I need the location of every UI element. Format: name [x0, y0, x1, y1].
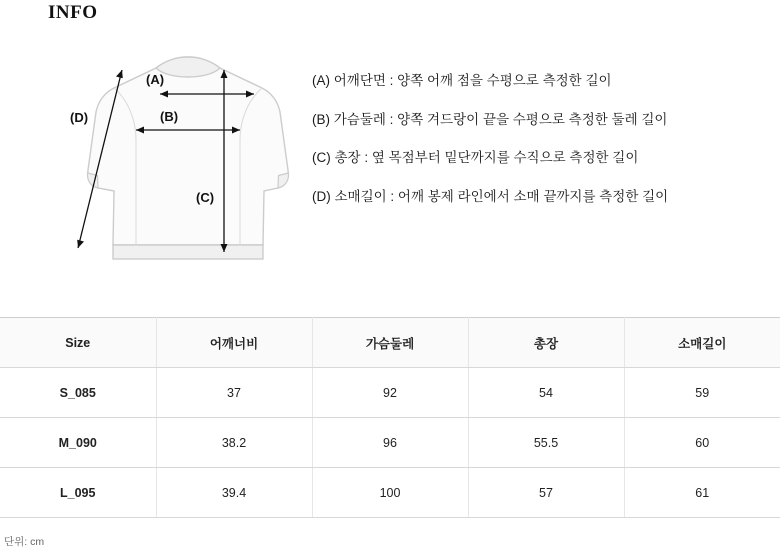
cell-chest: 92 [312, 368, 468, 418]
dimension-c-label: (C) [196, 190, 215, 205]
cell-sleeve: 61 [624, 468, 780, 518]
column-header-length: 총장 [468, 318, 624, 368]
cell-shoulder: 38.2 [156, 418, 312, 468]
measurement-diagram [48, 30, 328, 280]
unit-note: 단위: cm [4, 536, 45, 548]
cell-shoulder: 37 [156, 368, 312, 418]
column-header-chest: 가슴둘레 [312, 318, 468, 368]
cell-shoulder: 39.4 [156, 468, 312, 518]
table-row [0, 418, 780, 468]
column-header-size: Size [0, 318, 156, 368]
dimension-a-label: (A) [146, 72, 165, 87]
cell-chest: 100 [312, 468, 468, 518]
legend-item-c: (C) 총장 : 옆 목점부터 밑단까지를 수직으로 측정한 길이 [312, 150, 639, 166]
cell-size: M_090 [0, 418, 156, 468]
legend-item-b: (B) 가슴둘레 : 양쪽 겨드랑이 끝을 수평으로 측정한 둘레 길이 [312, 111, 668, 127]
cell-length: 55.5 [468, 418, 624, 468]
column-header-sleeve: 소매길이 [624, 318, 780, 368]
table-row [0, 368, 780, 418]
cell-length: 54 [468, 368, 624, 418]
cell-sleeve: 59 [624, 368, 780, 418]
sweater-diagram-svg [48, 30, 328, 280]
cell-sleeve: 60 [624, 418, 780, 468]
table-header-row [0, 318, 780, 368]
page-title: INFO [48, 2, 98, 23]
dimension-d-label: (D) [70, 110, 89, 125]
legend-item-a: (A) 어깨단면 : 양쪽 어깨 점을 수평으로 측정한 길이 [312, 73, 612, 88]
column-header-shoulder: 어깨너비 [156, 318, 312, 368]
measurement-legend [312, 72, 762, 205]
cell-size: S_085 [0, 368, 156, 418]
table-row [0, 468, 780, 518]
cell-chest: 96 [312, 418, 468, 468]
size-table [0, 317, 780, 518]
cell-size: L_095 [0, 468, 156, 518]
dimension-b-label: (B) [160, 109, 179, 124]
cell-length: 57 [468, 468, 624, 518]
legend-item-d: (D) 소매길이 : 어깨 봉제 라인에서 소매 끝까지를 측정한 길이 [312, 188, 669, 204]
